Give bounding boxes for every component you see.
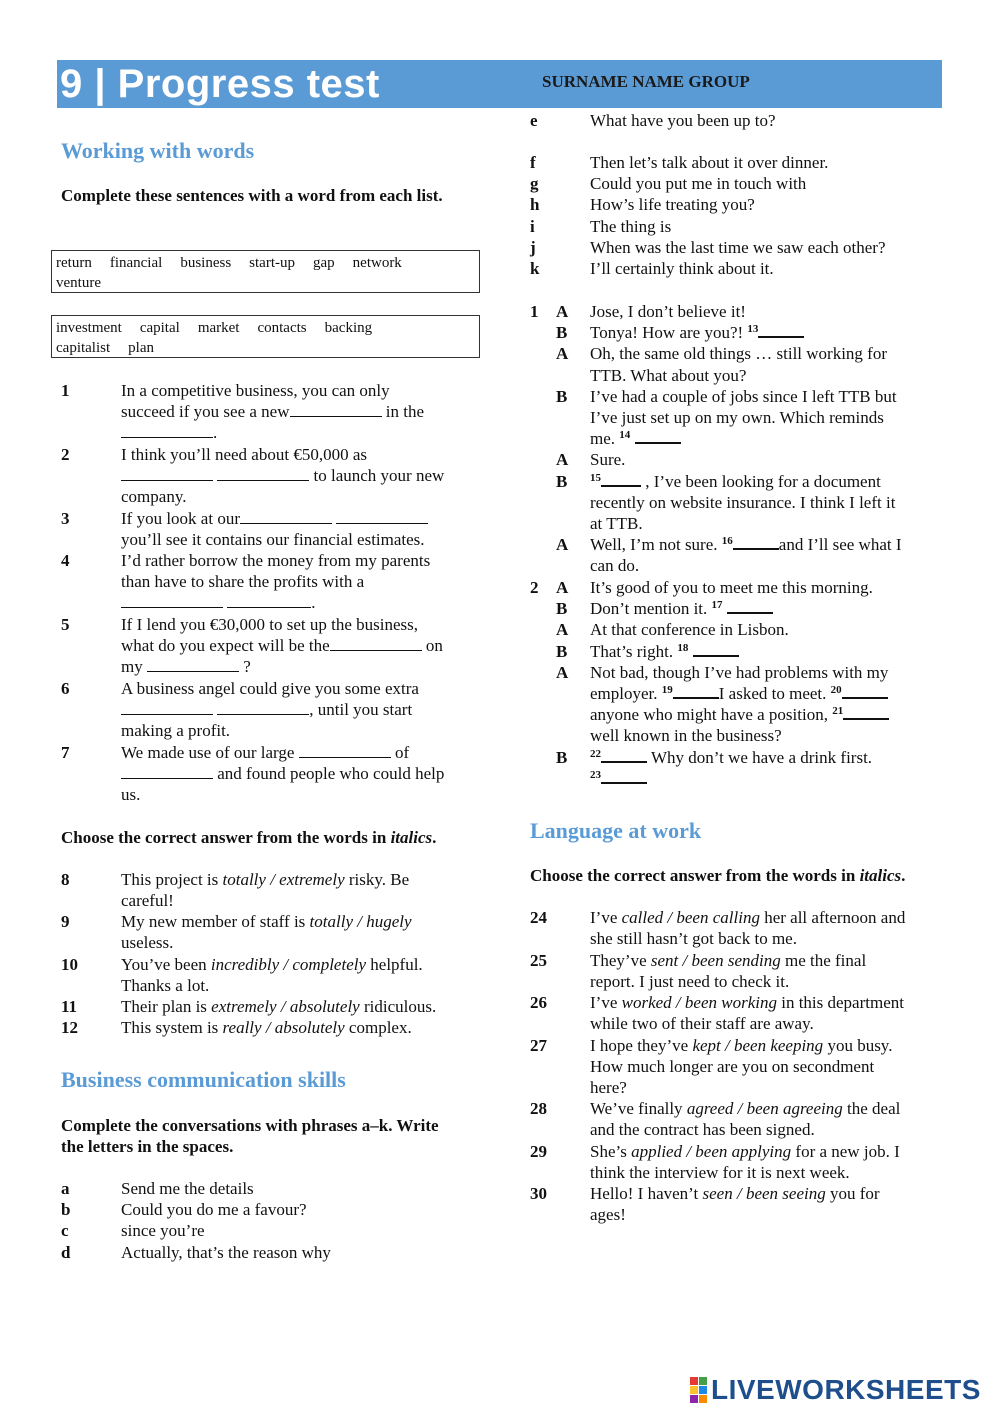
dialogue-text: Tonya! How are you?! — [590, 323, 748, 343]
word: investment — [56, 320, 122, 336]
dialogue-text: TTB. What about you? — [590, 365, 747, 385]
answer-blank[interactable] — [240, 509, 332, 524]
question-number: 28 — [530, 1099, 547, 1118]
question-text: you’ll see it contains our financial estimates. — [121, 530, 425, 550]
answer-blank[interactable] — [121, 466, 213, 481]
question-number: 5 — [61, 615, 70, 634]
speaker: B — [556, 747, 568, 767]
instruction-sec3: Complete the conversations with phrases a–k. Write the letters in the spaces. — [61, 1116, 439, 1156]
instruction-sec4 — [530, 865, 960, 886]
section-heading-language-at-work: Language at work — [530, 818, 702, 843]
question-text: think the interview for it is next week. — [590, 1163, 850, 1183]
dialogue-text: That’s right. — [590, 641, 678, 661]
word: venture — [56, 275, 101, 291]
speaker: B — [556, 641, 568, 661]
speaker: A — [556, 450, 569, 470]
dialogue-text: Oh, the same old things … still working for — [590, 344, 888, 364]
answer-blank[interactable] — [693, 641, 739, 657]
question-number: 9 — [61, 912, 70, 931]
dialogue-text: employer. — [590, 684, 662, 703]
question-text: This system is — [121, 1018, 223, 1037]
phrase-text: Could you do me a favour? — [121, 1200, 307, 1220]
section-heading-business-communication: Business communication skills — [61, 1067, 346, 1092]
phrase-text: When was the last time we saw each other? — [590, 237, 886, 257]
speaker: B — [556, 386, 568, 406]
answer-blank[interactable] — [217, 700, 309, 715]
gap-number: 19 — [661, 684, 673, 696]
answer-choices[interactable]: totally / hugely — [309, 912, 412, 931]
word: market — [197, 320, 240, 336]
answer-blank[interactable] — [336, 509, 428, 524]
question-text: , until you start — [309, 700, 413, 720]
phrase-letter: g — [530, 174, 539, 194]
gap-number: 13 — [747, 323, 759, 336]
phrase-text: Actually, that’s the reason why — [121, 1242, 331, 1262]
question-text: If you look at our — [121, 509, 240, 528]
question-number: 7 — [61, 743, 70, 762]
question-text: succeed if you see a new — [121, 402, 290, 422]
answer-blank[interactable] — [673, 683, 719, 699]
phrase-text: How’s life treating you? — [590, 195, 755, 215]
word: capital — [139, 320, 180, 336]
word: financial — [109, 255, 163, 271]
question-text: making a profit. — [121, 721, 231, 741]
instruction-italic: italics — [859, 866, 902, 885]
dialogue-text: I asked to meet. — [718, 684, 831, 703]
answer-choices[interactable]: seen / been seeing — [702, 1184, 826, 1203]
dialogue-text: Don’t mention it. — [590, 599, 712, 619]
answer-blank[interactable] — [842, 683, 888, 699]
instruction-text: . — [432, 828, 437, 847]
question-text: Thanks a lot. — [121, 976, 210, 996]
question-text: useless. — [121, 933, 174, 953]
question-text: I’ve — [590, 993, 622, 1012]
phrase-text: What have you been up to? — [590, 111, 776, 130]
phrase-letter: c — [61, 1221, 69, 1241]
answer-choices[interactable]: incredibly / completely — [210, 955, 367, 974]
question-text: on — [421, 636, 443, 656]
answer-choices[interactable]: agreed / been agreeing — [686, 1099, 843, 1118]
question-text: We made use of our large — [121, 743, 299, 762]
word: network — [352, 255, 402, 271]
answer-blank[interactable] — [121, 423, 213, 438]
question-text: her all afternoon and — [759, 908, 906, 927]
question-text: I’d rather borrow the money from my parents — [121, 551, 431, 570]
dialogue-text: It’s good of you to meet me this morning. — [590, 578, 873, 597]
instruction-text: . — [901, 866, 906, 885]
student-info-label: SURNAME NAME GROUP — [542, 72, 750, 91]
speaker: A — [556, 344, 569, 364]
question-number: 11 — [61, 997, 78, 1016]
conversation-number: 2 — [530, 578, 539, 597]
question-text: How much longer are you on secondment — [590, 1057, 875, 1077]
gap-number: 15 — [590, 471, 601, 484]
phrase-letter: f — [530, 153, 536, 172]
instruction-text: Choose the correct answer from the words in — [61, 828, 391, 847]
phrase-letter: j — [530, 237, 536, 257]
question-number: 26 — [530, 993, 547, 1012]
answer-choices[interactable]: kept / been keeping — [692, 1036, 824, 1055]
phrase-text: I’ll certainly think about it. — [590, 258, 774, 278]
question-text: This project is — [121, 870, 223, 889]
question-text: helpful. — [366, 955, 423, 974]
speaker: B — [556, 323, 568, 343]
question-text: I’ve — [590, 908, 622, 927]
gap-number: 20 — [830, 684, 842, 696]
question-text: me the final — [780, 951, 867, 970]
dialogue-text: can do. — [590, 556, 640, 576]
speaker: B — [556, 471, 568, 491]
answer-blank[interactable] — [217, 466, 309, 481]
speaker: A — [556, 302, 569, 321]
answer-blank[interactable] — [121, 700, 213, 715]
question-text: you busy. — [823, 1036, 893, 1055]
answer-choices[interactable]: applied / been applying — [631, 1142, 792, 1161]
question-text: and the contract has been signed. — [590, 1120, 815, 1140]
dialogue-text: at TTB. — [590, 514, 643, 533]
word: plan — [128, 340, 154, 356]
gap-number: 18 — [677, 641, 689, 654]
question-text: and found people who could help — [213, 764, 445, 784]
page-title: 9 | Progress test — [60, 62, 380, 106]
question-text: ridiculous. — [359, 997, 437, 1016]
question-text: you for — [825, 1184, 880, 1203]
question-text: risky. Be — [344, 870, 410, 889]
answer-blank[interactable] — [727, 598, 773, 614]
gap-number: 14 — [619, 429, 631, 442]
speaker: B — [556, 599, 568, 619]
question-text: in the — [381, 402, 425, 422]
question-text: Their plan is — [121, 997, 212, 1016]
question-number: 10 — [61, 955, 78, 974]
question-text: report. I just need to check it. — [590, 972, 790, 992]
answer-blank[interactable] — [635, 428, 681, 444]
dialogue-text: Sure. — [590, 450, 626, 470]
word: gap — [312, 255, 335, 271]
question-text: my — [121, 657, 147, 677]
answer-choices[interactable]: extremely / absolutely — [211, 997, 360, 1016]
phrase-text: Could you put me in touch with — [590, 174, 807, 194]
instruction-sec2 — [61, 827, 491, 848]
dialogue-text: well known in the business? — [590, 726, 782, 746]
phrase-text: Send me the details — [121, 1179, 254, 1198]
question-text: the deal — [842, 1099, 901, 1118]
dialogue-text: and I’ll see what I — [778, 535, 902, 555]
gap-number: 17 — [711, 599, 723, 612]
speaker: A — [556, 535, 569, 555]
question-number: 27 — [530, 1036, 547, 1055]
answer-blank[interactable] — [147, 657, 239, 672]
question-text: A business angel could give you some extra — [121, 679, 419, 698]
question-text: careful! — [121, 891, 174, 911]
gap-number: 23 — [590, 768, 601, 781]
question-text: complex. — [344, 1018, 412, 1037]
question-number: 12 — [61, 1018, 78, 1037]
question-text: here? — [590, 1078, 627, 1098]
answer-blank[interactable] — [758, 322, 804, 338]
section-heading-working-with-words: Working with words — [61, 138, 255, 163]
answer-blank[interactable] — [299, 743, 391, 758]
dialogue-text: recently on website insurance. I think I left it — [590, 492, 896, 512]
word-list-box-2 — [51, 315, 480, 358]
question-text: while two of their staff are away. — [590, 1014, 814, 1034]
answer-blank[interactable] — [227, 593, 311, 608]
dialogue-text: , I’ve been looking for a document — [641, 471, 881, 491]
answer-choices[interactable]: worked / been working — [621, 993, 777, 1012]
answer-blank[interactable] — [121, 593, 223, 608]
dialogue-text: me. — [590, 429, 620, 449]
question-number: 30 — [530, 1184, 547, 1203]
question-text: ages! — [590, 1205, 626, 1225]
phrase-list-right-2 — [530, 152, 950, 279]
dialogue-text: Jose, I don’t believe it! — [590, 302, 746, 321]
question-text: My new member of staff is — [121, 912, 310, 931]
conversation-number: 1 — [530, 302, 539, 321]
liveworksheets-logo — [690, 1375, 981, 1405]
word: backing — [324, 320, 373, 336]
word-list-box-1 — [51, 250, 480, 293]
question-number: 1 — [61, 381, 70, 400]
question-number: 3 — [61, 509, 70, 528]
logo-blocks-icon — [690, 1377, 707, 1403]
answer-blank[interactable] — [601, 471, 641, 487]
dialogue-text: Well, I’m not sure. — [590, 535, 722, 555]
question-text: . — [311, 593, 316, 613]
word: contacts — [257, 320, 307, 336]
phrase-letter: h — [530, 195, 540, 215]
answer-blank[interactable] — [733, 534, 779, 550]
instruction-sec1: Complete these sentences with a word from each list. — [61, 186, 443, 205]
dialogue-text: anyone who might have a position, — [590, 705, 833, 725]
speaker: A — [556, 662, 569, 682]
question-number: 6 — [61, 679, 70, 698]
speaker: A — [556, 620, 569, 640]
question-text: You’ve been — [121, 955, 211, 974]
gap-number: 21 — [832, 705, 844, 718]
phrase-letter: a — [61, 1179, 70, 1198]
phrase-list-right-1 — [530, 110, 950, 131]
question-text: They’ve — [590, 951, 651, 970]
question-number: 29 — [530, 1142, 547, 1161]
answer-blank[interactable] — [843, 704, 889, 720]
word: return — [56, 255, 92, 271]
instruction-italic: italics — [390, 828, 433, 847]
question-number: 25 — [530, 951, 547, 970]
phrase-text: The thing is — [590, 216, 672, 236]
instruction-text: Choose the correct answer from the words in — [530, 866, 860, 885]
answer-choices[interactable]: sent / been sending — [650, 951, 781, 970]
answer-choices[interactable]: called / been calling — [621, 908, 760, 927]
gap-number: 16 — [721, 535, 733, 548]
dialogue-text: I’ve had a couple of jobs since I left TTB but — [590, 386, 897, 406]
question-text: to launch your new — [309, 466, 445, 486]
word: capitalist — [56, 340, 111, 356]
logo-text: LIVEWORKSHEETS — [711, 1374, 981, 1405]
answer-blank[interactable] — [601, 768, 647, 784]
phrase-text: Then let’s talk about it over dinner. — [590, 153, 829, 172]
phrase-letter: e — [530, 111, 538, 130]
phrase-letter: k — [530, 258, 540, 278]
question-text: for a new job. I — [791, 1142, 900, 1161]
dialogue-text: I’ve just set up on my own. Which reminds — [590, 408, 884, 427]
question-text: us. — [121, 785, 141, 805]
dialogue-text: Not bad, though I’ve had problems with my — [590, 662, 889, 682]
answer-choices[interactable]: totally / extremely — [222, 870, 345, 889]
word: start-up — [249, 255, 295, 271]
gap-number: 22 — [590, 747, 601, 760]
question-number: 2 — [61, 445, 70, 464]
question-number: 8 — [61, 870, 70, 889]
question-text: in this department — [776, 993, 904, 1012]
phrase-letter: i — [530, 216, 535, 236]
question-number: 24 — [530, 908, 547, 927]
phrase-letter: b — [61, 1200, 71, 1220]
answer-choices[interactable]: really / absolutely — [222, 1018, 345, 1037]
word: business — [180, 255, 232, 271]
phrase-list-left — [61, 1178, 481, 1263]
question-text: I hope they’ve — [590, 1036, 693, 1055]
question-text: I think you’ll need about €50,000 as — [121, 445, 367, 464]
question-text: of — [390, 743, 410, 762]
dialogue-text: At that conference in Lisbon. — [590, 620, 789, 640]
phrase-letter: d — [61, 1242, 71, 1262]
speaker: A — [556, 578, 569, 597]
question-text: . — [213, 423, 218, 443]
question-text: she still hasn’t got back to me. — [590, 929, 797, 949]
answer-blank[interactable] — [601, 747, 647, 763]
question-text: We’ve finally — [590, 1099, 687, 1118]
answer-blank[interactable] — [290, 402, 382, 417]
question-text: If I lend you €30,000 to set up the business, — [121, 615, 418, 634]
dialogue-text: Why don’t we have a drink first. — [647, 747, 873, 767]
question-text: Hello! I haven’t — [590, 1184, 703, 1203]
question-number: 4 — [61, 551, 70, 570]
answer-blank[interactable] — [330, 636, 422, 651]
question-text: company. — [121, 487, 187, 507]
answer-blank[interactable] — [121, 764, 213, 779]
question-text: She’s — [590, 1142, 632, 1161]
question-text: what do you expect will be the — [121, 636, 330, 656]
phrase-text: since you’re — [121, 1221, 205, 1241]
question-text: than have to share the profits with a — [121, 572, 365, 592]
question-text: ? — [238, 657, 251, 677]
question-text: In a competitive business, you can only — [121, 381, 390, 400]
